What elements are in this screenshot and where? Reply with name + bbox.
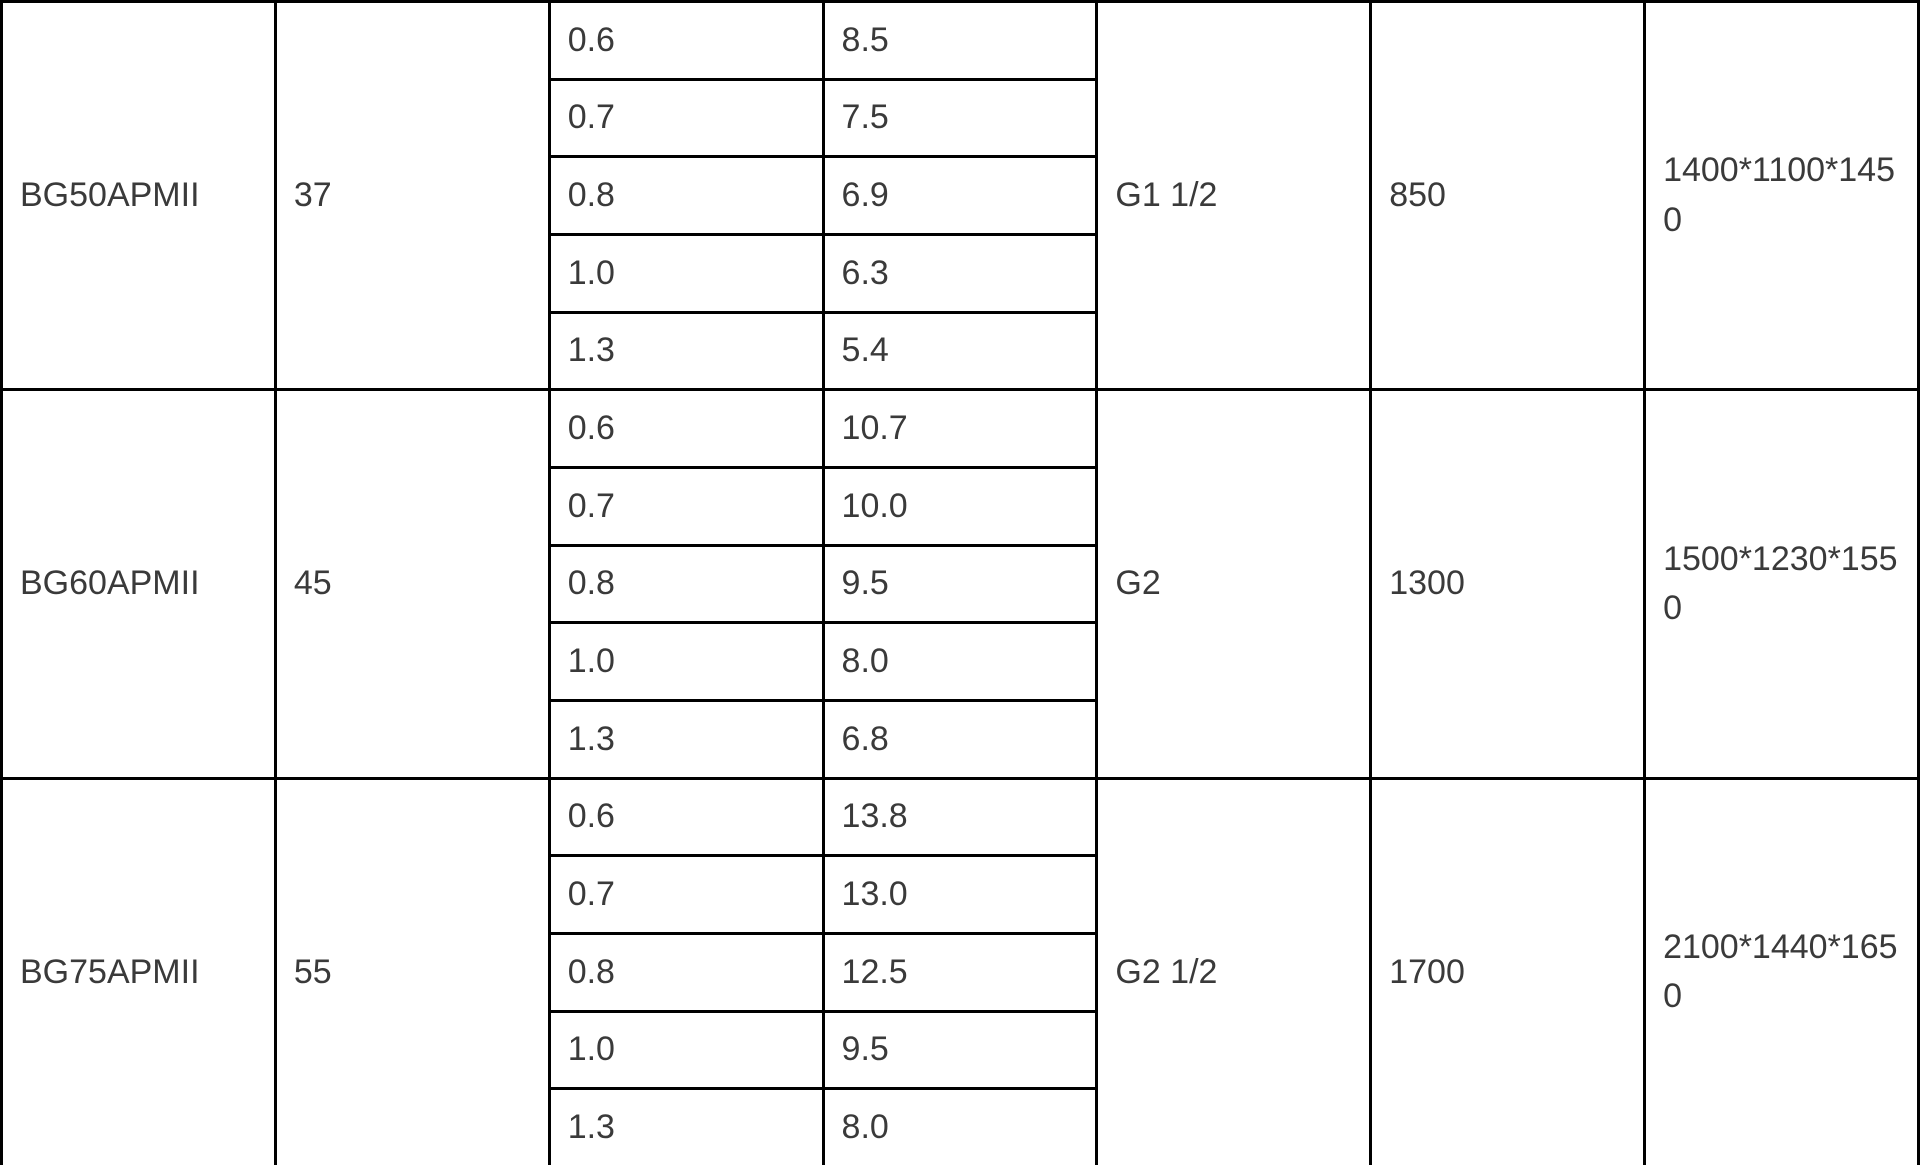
model-cell: BG50APMII bbox=[2, 2, 276, 390]
pressure-cell: 1.3 bbox=[549, 312, 823, 390]
flow-cell: 9.5 bbox=[823, 1011, 1097, 1089]
table-row bbox=[2, 390, 1919, 468]
pressure-cell: 1.0 bbox=[549, 623, 823, 701]
table-row bbox=[2, 2, 1919, 80]
dimensions-cell: 2100*1440*1650 bbox=[1645, 778, 1919, 1165]
flow-cell: 10.0 bbox=[823, 467, 1097, 545]
flow-cell: 8.0 bbox=[823, 1089, 1097, 1165]
flow-cell: 6.3 bbox=[823, 234, 1097, 312]
pressure-cell: 0.7 bbox=[549, 79, 823, 157]
pressure-cell: 0.6 bbox=[549, 2, 823, 80]
power-cell: 37 bbox=[275, 2, 549, 390]
flow-cell: 6.9 bbox=[823, 157, 1097, 235]
connection-cell: G2 bbox=[1097, 390, 1371, 778]
pressure-cell: 0.8 bbox=[549, 545, 823, 623]
pressure-cell: 1.3 bbox=[549, 1089, 823, 1165]
power-cell: 45 bbox=[275, 390, 549, 778]
flow-cell: 10.7 bbox=[823, 390, 1097, 468]
flow-cell: 9.5 bbox=[823, 545, 1097, 623]
weight-cell: 1700 bbox=[1371, 778, 1645, 1165]
power-cell: 55 bbox=[275, 778, 549, 1165]
pressure-cell: 0.7 bbox=[549, 856, 823, 934]
model-cell: BG75APMII bbox=[2, 778, 276, 1165]
table-row bbox=[2, 778, 1919, 856]
model-cell: BG60APMII bbox=[2, 390, 276, 778]
pressure-cell: 0.8 bbox=[549, 933, 823, 1011]
connection-cell: G1 1/2 bbox=[1097, 2, 1371, 390]
weight-cell: 1300 bbox=[1371, 390, 1645, 778]
pressure-cell: 0.6 bbox=[549, 390, 823, 468]
flow-cell: 13.8 bbox=[823, 778, 1097, 856]
pressure-cell: 1.0 bbox=[549, 1011, 823, 1089]
pressure-cell: 0.6 bbox=[549, 778, 823, 856]
connection-cell: G2 1/2 bbox=[1097, 778, 1371, 1165]
pressure-cell: 0.7 bbox=[549, 467, 823, 545]
pressure-cell: 0.8 bbox=[549, 157, 823, 235]
weight-cell: 850 bbox=[1371, 2, 1645, 390]
flow-cell: 12.5 bbox=[823, 933, 1097, 1011]
flow-cell: 13.0 bbox=[823, 856, 1097, 934]
dimensions-cell: 1500*1230*1550 bbox=[1645, 390, 1919, 778]
flow-cell: 8.0 bbox=[823, 623, 1097, 701]
flow-cell: 7.5 bbox=[823, 79, 1097, 157]
flow-cell: 5.4 bbox=[823, 312, 1097, 390]
flow-cell: 8.5 bbox=[823, 2, 1097, 80]
dimensions-cell: 1400*1100*1450 bbox=[1645, 2, 1919, 390]
pressure-cell: 1.0 bbox=[549, 234, 823, 312]
pressure-cell: 1.3 bbox=[549, 700, 823, 778]
flow-cell: 6.8 bbox=[823, 700, 1097, 778]
